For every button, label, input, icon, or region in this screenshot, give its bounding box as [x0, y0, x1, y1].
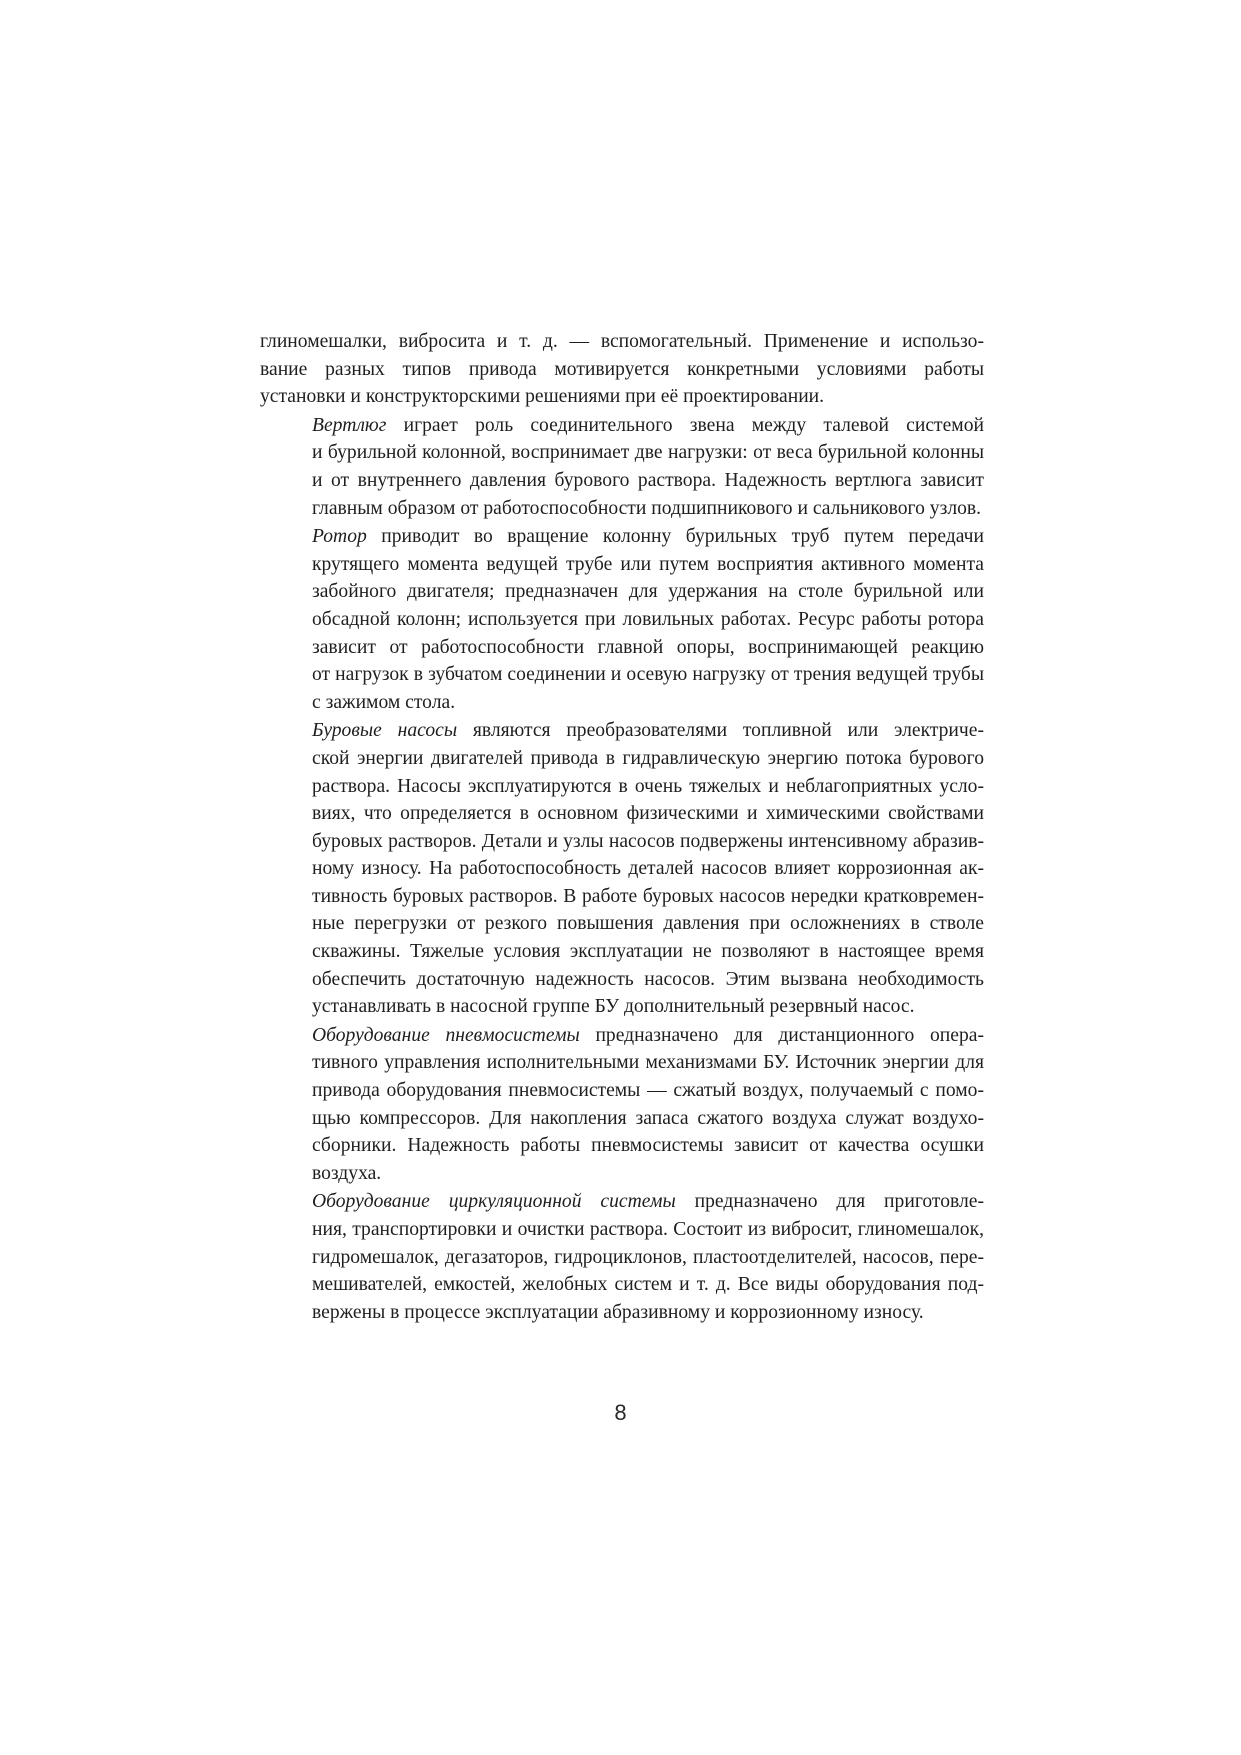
- term-circulation: Оборудование циркуляционной системы: [312, 1191, 676, 1213]
- paragraph-swivel: [260, 412, 984, 522]
- text-line: мешивателей, емкостей, желобных систем и т. д. Все виды оборудования под-: [312, 1274, 984, 1296]
- text-line: скважины. Тяжелые условия эксплуатации не позволяют в настоящее время: [312, 941, 984, 963]
- text-line: ской энергии двигателей привода в гидравлическую энергию потока бурового: [312, 747, 984, 769]
- text-line: ному износу. На работоспособность деталей насосов влияет коррозионная ак-: [312, 858, 984, 880]
- text-line: установки и конструкторскими решениями при её проектировании.: [260, 386, 825, 408]
- text-line: с зажимом стола.: [312, 691, 456, 713]
- text-line: ные перегрузки от резкого повышения давления при осложнениях в стволе: [312, 913, 984, 935]
- body-text: [260, 328, 984, 1326]
- paragraph-mud-pumps: [260, 717, 984, 1021]
- text-line: буровых растворов. Детали и узлы насосов подвержены интенсивному абразив-: [312, 830, 984, 852]
- paragraph-intro: [260, 328, 984, 411]
- text-line: Оборудование циркуляционной системы предназначено для приготовле-: [312, 1191, 985, 1213]
- term-swivel: Вертлюг: [312, 414, 387, 436]
- text-line: и бурильной колонной, воспринимает две нагрузки: от веса бурильной колонны: [312, 442, 984, 464]
- text-line: обсадной колонн; используется при ловильных работах. Ресурс работы ротора: [312, 608, 984, 630]
- text-line: крутящего момента ведущей трубе или путем восприятия активного момента: [312, 553, 984, 575]
- text-line: главным образом от работоспособности подшипникового и сальникового узлов.: [312, 497, 982, 519]
- term-mud-pumps: Буровые насосы: [312, 720, 458, 742]
- text-line: обеспечить достаточную надежность насосов. Этим вызвана необходимость: [312, 968, 984, 990]
- text-line: устанавливать в насосной группе БУ дополнительный резервный насос.: [312, 996, 915, 1018]
- text-line: Ротор приводит во вращение колонну бурильных труб путем передачи: [312, 526, 984, 548]
- text-line: привода оборудования пневмосистемы — сжатый воздух, получаемый с помо-: [312, 1080, 984, 1102]
- text-line: ния, транспортировки и очистки раствора. Состоит из вибросит, глиномешалок,: [312, 1219, 984, 1240]
- page-number: 8: [614, 1400, 627, 1425]
- term-pneumatic: Оборудование пневмосистемы: [312, 1024, 580, 1046]
- text-line: и от внутреннего давления бурового раствора. Надежность вертлюга зависит: [312, 469, 984, 491]
- text-line: глиномешалки, вибросита и т. д. — вспомогательный. Применение и использо-: [260, 331, 984, 352]
- text-line: воздуха.: [312, 1162, 382, 1184]
- text-line: щью компрессоров. Для накопления запаса сжатого воздуха служат воздухо-: [312, 1107, 984, 1129]
- text-line: Вертлюг играет роль соединительного звена между талевой системой: [312, 414, 984, 436]
- paragraph-rotor: [260, 523, 984, 716]
- text-line: от нагрузок в зубчатом соединении и осевую нагрузку от трения ведущей трубы: [312, 664, 984, 686]
- text-line: сборники. Надежность работы пневмосистемы зависит от качества осушки: [312, 1135, 984, 1157]
- text-line: виях, что определяется в основном физическими и химическими свойствами: [312, 803, 984, 825]
- term-rotor: Ротор: [312, 526, 367, 548]
- text-line: тивного управления исполнительными механизмами БУ. Источник энергии для: [312, 1052, 984, 1074]
- text-line: вание разных типов привода мотивируется конкретными условиями работы: [260, 358, 984, 380]
- text-line: раствора. Насосы эксплуатируются в очень тяжелых и неблагоприятных усло-: [312, 775, 984, 797]
- text-line: гидромешалок, дегазаторов, гидроциклонов, пластоотделителей, насосов, пере-: [312, 1246, 984, 1268]
- text-line: зависит от работоспособности главной опоры, воспринимающей реакцию: [312, 636, 984, 658]
- text-line: Буровые насосы являются преобразователями топливной или электриче-: [312, 720, 984, 742]
- paragraph-pneumatic: [260, 1022, 984, 1188]
- paragraph-circulation: [260, 1188, 984, 1326]
- text-line: тивность буровых растворов. В работе буровых насосов нередки кратковремен-: [312, 885, 984, 907]
- text-line: забойного двигателя; предназначен для удержания на столе бурильной или: [312, 581, 984, 603]
- text-line: вержены в процессе эксплуатации абразивному и коррозионному износу.: [312, 1301, 924, 1323]
- text-line: Оборудование пневмосистемы предназначено для дистанционного опера-: [312, 1024, 984, 1046]
